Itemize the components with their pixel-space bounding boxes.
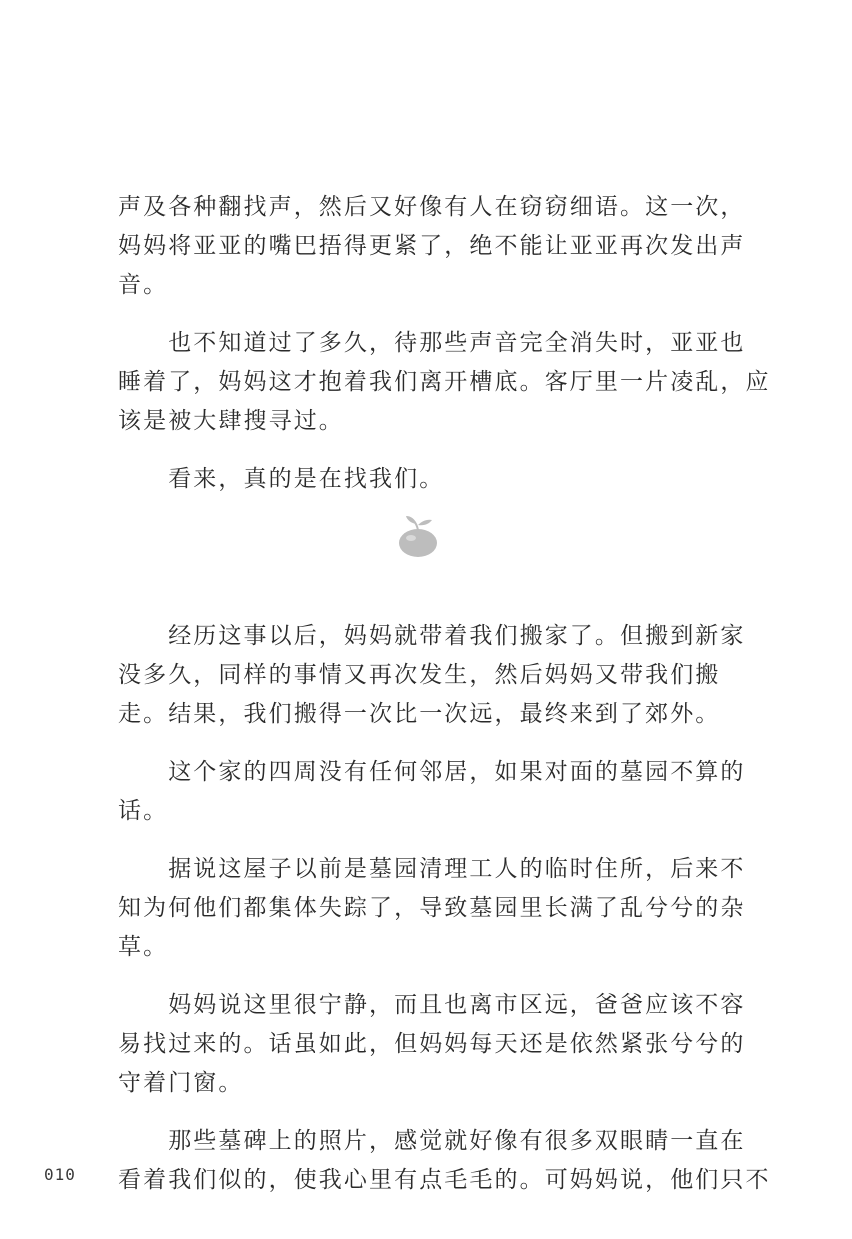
text-line: 话。 bbox=[118, 798, 169, 824]
text-line: 守着门窗。 bbox=[118, 1070, 244, 1096]
sprout-seed-icon bbox=[394, 513, 442, 561]
text-line: 妈妈将亚亚的嘴巴捂得更紧了，绝不能让亚亚再次发出声 bbox=[118, 233, 746, 259]
text-line: 睡着了，妈妈这才抱着我们离开槽底。客厅里一片凌乱，应 bbox=[118, 369, 771, 395]
text-line: 易找过来的。话虽如此，但妈妈每天还是依然紧张兮兮的 bbox=[118, 1031, 746, 1057]
text-line: 看着我们似的，使我心里有点毛毛的。可妈妈说，他们只不 bbox=[118, 1167, 771, 1193]
text-line: 看来，真的是在找我们。 bbox=[118, 466, 445, 492]
paragraph bbox=[118, 986, 746, 1103]
text-line: 声及各种翻找声，然后又好像有人在窃窃细语。这一次， bbox=[118, 194, 746, 220]
text-line: 走。结果，我们搬得一次比一次远，最终来到了郊外。 bbox=[118, 701, 721, 727]
text-line: 也不知道过了多久，待那些声音完全消失时，亚亚也 bbox=[118, 330, 746, 356]
text-line: 知为何他们都集体失踪了，导致墓园里长满了乱兮兮的杂 bbox=[118, 895, 746, 921]
paragraph bbox=[118, 617, 746, 734]
text-line: 这个家的四周没有任何邻居，如果对面的墓园不算的 bbox=[118, 759, 746, 785]
text-line: 据说这屋子以前是墓园清理工人的临时住所，后来不 bbox=[118, 856, 746, 882]
paragraph bbox=[118, 188, 746, 305]
text-line: 该是被大肆搜寻过。 bbox=[118, 408, 344, 434]
paragraph bbox=[118, 460, 718, 499]
text-line: 经历这事以后，妈妈就带着我们搬家了。但搬到新家 bbox=[118, 623, 746, 649]
text-line: 那些墓碑上的照片，感觉就好像有很多双眼睛一直在 bbox=[118, 1128, 746, 1154]
paragraph bbox=[118, 753, 746, 831]
text-line: 草。 bbox=[118, 934, 169, 960]
paragraph bbox=[118, 1122, 771, 1200]
text-line: 没多久，同样的事情又再次发生，然后妈妈又带我们搬 bbox=[118, 662, 721, 688]
paragraph bbox=[118, 850, 746, 967]
text-line: 音。 bbox=[118, 272, 169, 298]
paragraph bbox=[118, 324, 771, 441]
page-number: 010 bbox=[44, 1165, 76, 1184]
section-break bbox=[118, 499, 718, 617]
text-line: 妈妈说这里很宁静，而且也离市区远，爸爸应该不容 bbox=[118, 992, 746, 1018]
body-text bbox=[118, 188, 771, 1200]
